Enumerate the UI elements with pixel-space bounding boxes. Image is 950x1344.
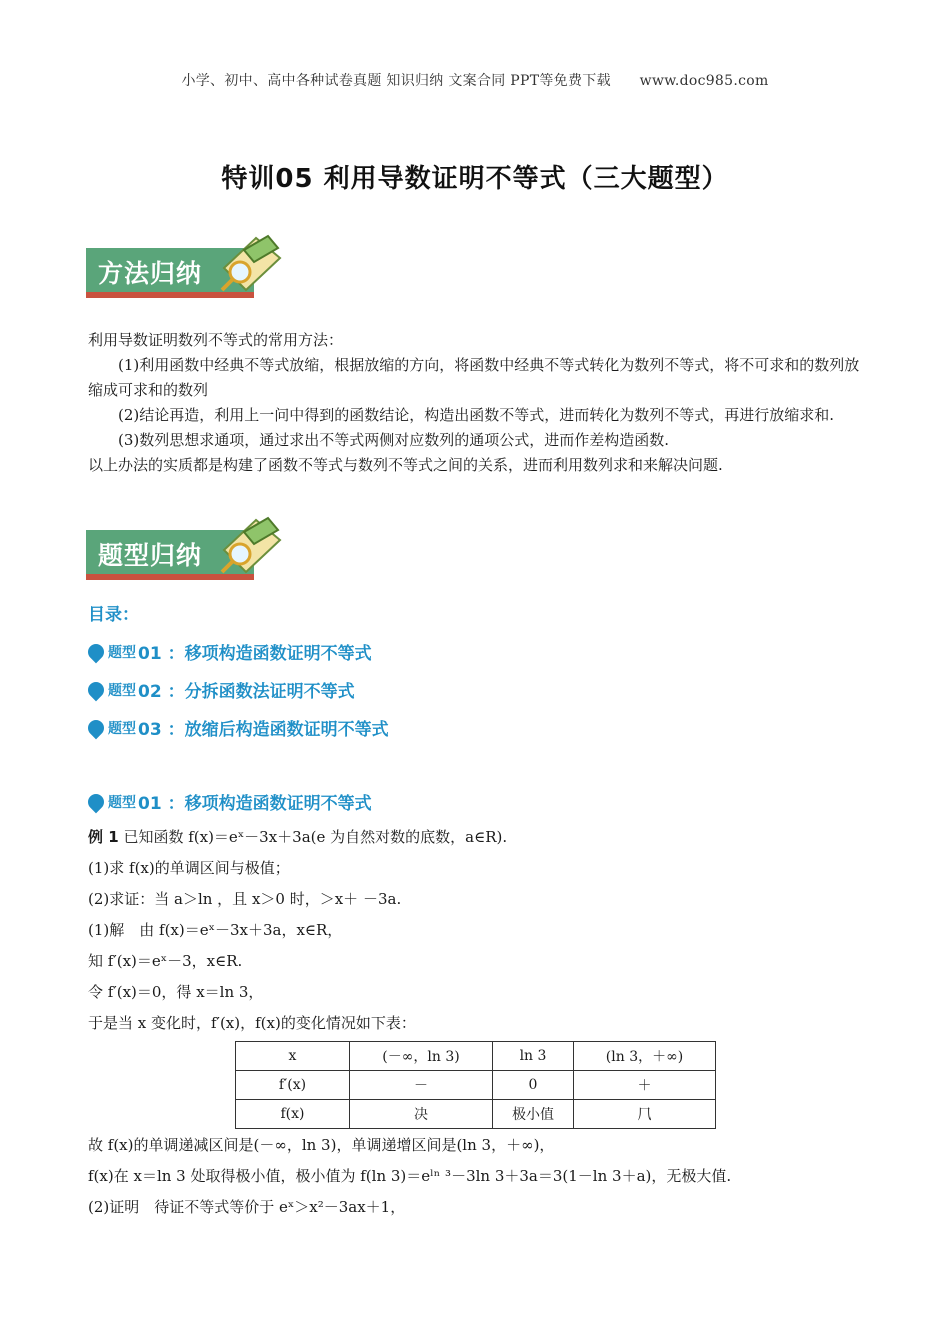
book-magnifier-icon [216, 510, 286, 582]
table-row [236, 1071, 716, 1100]
banner-title: 题型归纳 [98, 541, 203, 570]
example-body [88, 822, 868, 1039]
example-line: f(x)在 x＝ln 3 处取得极小值，极小值为 f(ln 3)＝eˡⁿ ³－3ln 3＋3a＝3(1－ln 3＋a)，无极大值. [88, 1167, 732, 1185]
table-cell: ＋ [574, 1071, 716, 1100]
table-cell: f(x) [236, 1100, 350, 1129]
table-cell: 决 [350, 1100, 493, 1129]
table-row [236, 1100, 716, 1129]
table-cell: f′(x) [236, 1071, 350, 1100]
toc-item[interactable] [88, 715, 389, 740]
page-header [0, 70, 950, 90]
example-line: (1)解 由 f(x)＝eˣ－3x＋3a，x∈R， [88, 921, 343, 939]
table-row [236, 1042, 716, 1071]
example-line: 于是当 x 变化时，f′(x)，f(x)的变化情况如下表： [88, 1014, 416, 1032]
table-cell: 极小值 [493, 1100, 574, 1129]
location-pin-icon [85, 790, 108, 813]
method-line: 以上办法的实质都是构建了函数不等式与数列不等式之间的关系，进而利用数列求和来解决问题. [88, 456, 723, 474]
toc-item-text: 01 ：移项构造函数证明不等式 [138, 644, 372, 664]
example-line: 例 1 已知函数 f(x)＝eˣ－3x＋3a(e 为自然对数的底数，a∈R). [88, 828, 508, 846]
toc-item-text: 03 ：放缩后构造函数证明不等式 [138, 720, 389, 740]
toc-item-label: 题型 [108, 682, 136, 699]
table-cell: (－∞，ln 3) [350, 1042, 493, 1071]
example-label: 例 1 [88, 828, 119, 846]
method-line: (1)利用函数中经典不等式放缩，根据放缩的方向，将函数中经典不等式转化为数列不等式，将不可求和的数列放缩成可求和的数列 [88, 356, 860, 399]
location-pin-icon [85, 716, 108, 739]
example-line: 令 f′(x)＝0，得 x＝ln 3， [88, 983, 264, 1001]
example-conclusion [88, 1130, 868, 1223]
toc-item-text: 02 ：分拆函数法证明不等式 [138, 682, 355, 702]
toc-item-label: 题型 [108, 720, 136, 737]
type01-heading [88, 789, 372, 814]
table-cell: (ln 3，＋∞) [574, 1042, 716, 1071]
types-banner [86, 510, 286, 586]
table-cell: － [350, 1071, 493, 1100]
book-magnifier-icon [216, 228, 286, 300]
type01-label: 题型 [108, 794, 136, 811]
method-content [88, 328, 864, 478]
example-line: (1)求 f(x)的单调区间与极值； [88, 859, 290, 877]
table-cell: ⺇ [574, 1100, 716, 1129]
example-line: 知 f′(x)＝eˣ－3，x∈R. [88, 952, 243, 970]
example-line: 故 f(x)的单调递减区间是(－∞，ln 3)，单调递增区间是(ln 3，＋∞)， [88, 1136, 555, 1154]
table-cell: x [236, 1042, 350, 1071]
example-line: (2)证明 待证不等式等价于 eˣ＞x²－3ax＋1， [88, 1198, 406, 1216]
page-title: 特训05 利用导数证明不等式（三大题型） [221, 164, 729, 194]
example-line: (2)求证：当 a＞ln ，且 x＞0 时，＞x＋ －3a. [88, 890, 402, 908]
method-line: (3)数列思想求通项，通过求出不等式两侧对应数列的通项公式，进而作差构造函数. [118, 431, 670, 449]
type01-title: 01 ：移项构造函数证明不等式 [138, 794, 372, 814]
method-line: (2)结论再造，利用上一问中得到的函数结论，构造出函数不等式，进而转化为数列不等式，再进行放缩求和. [118, 406, 835, 424]
table-cell: 0 [493, 1071, 574, 1100]
variation-table [235, 1041, 716, 1129]
header-url[interactable]: www.doc985.com [639, 73, 769, 89]
method-line: 利用导数证明数列不等式的常用方法： [88, 331, 344, 349]
location-pin-icon [85, 640, 108, 663]
header-text: 小学、初中、高中各种试卷真题 知识归纳 文案合同 PPT等免费下载 [181, 73, 611, 89]
banner-title: 方法归纳 [98, 259, 203, 288]
toc-heading: 目录： [88, 605, 139, 625]
table-cell: ln 3 [493, 1042, 574, 1071]
toc-item-label: 题型 [108, 644, 136, 661]
toc-item[interactable] [88, 639, 372, 664]
method-banner [86, 228, 286, 304]
toc-item[interactable] [88, 677, 355, 702]
location-pin-icon [85, 678, 108, 701]
